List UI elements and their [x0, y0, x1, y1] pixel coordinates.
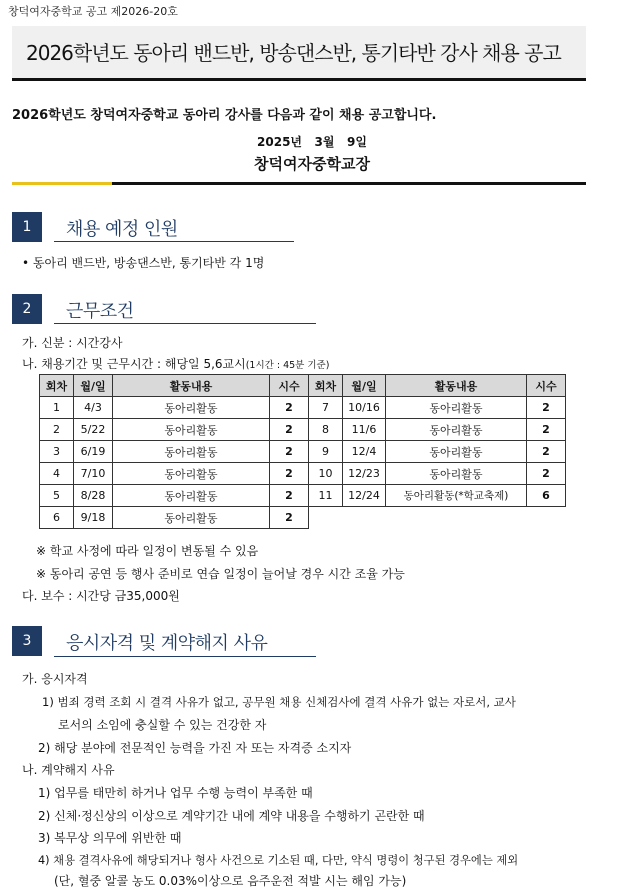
- schedule-table: [39, 374, 566, 529]
- cell-hours: 2: [527, 463, 566, 485]
- cell-session: 1: [40, 397, 74, 419]
- cell-session: 10: [309, 463, 343, 485]
- cell-hours: 2: [270, 507, 309, 529]
- s3-qual-head: 가. 응시자격: [22, 672, 88, 686]
- cell-hours: 2: [527, 441, 566, 463]
- section-title: 근무조건: [66, 301, 134, 322]
- cell-date: 5/22: [74, 419, 113, 441]
- cell-hours: 2: [270, 397, 309, 419]
- s2-pay: 다. 보수 : 시간당 금35,000원: [22, 589, 180, 603]
- section-number: 3: [12, 626, 42, 656]
- principal-name: 창덕여자중학교장: [254, 155, 370, 173]
- cell-session: 11: [309, 485, 343, 507]
- title-banner: [12, 26, 586, 81]
- table-row: [40, 463, 566, 485]
- cell-activity: 동아리활동: [386, 397, 527, 419]
- s1-bullet: • 동아리 밴드반, 방송댄스반, 통기타반 각 1명: [22, 256, 265, 270]
- col-header: 월/일: [343, 375, 386, 397]
- table-row: [40, 507, 566, 529]
- cell-hours: 2: [270, 419, 309, 441]
- section-underline: [54, 656, 316, 657]
- notice-date: 2025년 3월 9일: [257, 135, 367, 149]
- cell-session: 4: [40, 463, 74, 485]
- empty-cell: [309, 507, 566, 529]
- cell-date: 11/6: [343, 419, 386, 441]
- s2-period: [22, 355, 329, 372]
- s2-period-note: (1시간 : 45분 기준): [245, 360, 330, 371]
- cell-session: 7: [309, 397, 343, 419]
- cell-activity: 동아리활동: [113, 419, 270, 441]
- cell-activity: 동아리활동(*학교축제): [386, 485, 527, 507]
- cell-date: 9/18: [74, 507, 113, 529]
- cell-activity: 동아리활동: [386, 441, 527, 463]
- s3-qual-1a: 1) 범죄 경력 조회 시 결격 사유가 없고, 공무원 채용 신체검사에 결격 사유가 없는 자로서, 교사: [42, 695, 516, 709]
- cell-date: 4/3: [74, 397, 113, 419]
- accent-rule: [12, 182, 112, 185]
- col-header: 활동내용: [113, 375, 270, 397]
- cell-hours: 2: [527, 397, 566, 419]
- col-header: 활동내용: [386, 375, 527, 397]
- cell-session: 8: [309, 419, 343, 441]
- cell-hours: 2: [527, 419, 566, 441]
- section-title: 채용 예정 인원: [66, 219, 178, 240]
- cell-activity: 동아리활동: [386, 419, 527, 441]
- cell-date: 12/23: [343, 463, 386, 485]
- cell-activity: 동아리활동: [113, 463, 270, 485]
- s3-term-2: 2) 신체·정신상의 이상으로 계약기간 내에 계약 내용을 수행하기 곤란한 때: [38, 809, 425, 823]
- section-underline: [54, 241, 294, 242]
- s3-term-4a: 4) 채용 결격사유에 해당되거나 형사 사건으로 기소된 때, 다만, 약식 명령이 청구된 경우에는 제외: [38, 854, 519, 867]
- col-header: 월/일: [74, 375, 113, 397]
- cell-activity: 동아리활동: [113, 397, 270, 419]
- s2-note-2: ※ 동아리 공연 등 행사 준비로 연습 일정이 늘어날 경우 시간 조율 가능: [36, 567, 405, 581]
- col-header: 시수: [527, 375, 566, 397]
- cell-activity: 동아리활동: [113, 441, 270, 463]
- section-number: 2: [12, 294, 42, 324]
- cell-session: 6: [40, 507, 74, 529]
- section-underline: [54, 323, 316, 324]
- cell-hours: 2: [270, 463, 309, 485]
- col-header: 회차: [309, 375, 343, 397]
- notice-number: 창덕여자중학교 공고 제2026-20호: [8, 5, 178, 18]
- s3-term-head: 나. 계약해지 사유: [22, 763, 115, 777]
- table-row: [40, 441, 566, 463]
- cell-session: 9: [309, 441, 343, 463]
- cell-date: 12/24: [343, 485, 386, 507]
- cell-hours: 2: [270, 441, 309, 463]
- cell-activity: 동아리활동: [386, 463, 527, 485]
- cell-session: 5: [40, 485, 74, 507]
- col-header: 시수: [270, 375, 309, 397]
- table-row: [40, 419, 566, 441]
- cell-date: 10/16: [343, 397, 386, 419]
- s3-qual-2: 2) 해당 분야에 전문적인 능력을 가진 자 또는 자격증 소지자: [38, 741, 352, 755]
- section-title: 응시자격 및 계약해지 사유: [66, 633, 268, 654]
- cell-activity: 동아리활동: [113, 507, 270, 529]
- s2-status: 가. 신분 : 시간강사: [22, 336, 123, 350]
- section-number: 1: [12, 212, 42, 242]
- cell-hours: 6: [527, 485, 566, 507]
- table-header-row: [40, 375, 566, 397]
- cell-date: 7/10: [74, 463, 113, 485]
- cell-session: 2: [40, 419, 74, 441]
- cell-session: 3: [40, 441, 74, 463]
- cell-activity: 동아리활동: [113, 485, 270, 507]
- s3-term-4b: (단, 혈중 알콜 농도 0.03%이상으로 음주운전 적발 시는 해임 가능): [54, 874, 407, 888]
- s2-period-text: 나. 채용기간 및 근무시간 : 해당일 5,6교시: [22, 357, 246, 371]
- s3-qual-1b: 로서의 소임에 충실할 수 있는 건강한 자: [58, 718, 267, 732]
- page-title: 2026학년도 동아리 밴드반, 방송댄스반, 통기타반 강사 채용 공고: [26, 41, 561, 65]
- cell-date: 12/4: [343, 441, 386, 463]
- s2-note-1: ※ 학교 사정에 따라 일정이 변동될 수 있음: [36, 544, 259, 558]
- cell-date: 8/28: [74, 485, 113, 507]
- cell-hours: 2: [270, 485, 309, 507]
- table-row: [40, 485, 566, 507]
- cell-date: 6/19: [74, 441, 113, 463]
- s3-term-3: 3) 복무상 의무에 위반한 때: [38, 831, 182, 845]
- table-row: [40, 397, 566, 419]
- s3-term-1: 1) 업무를 태만히 하거나 업무 수행 능력이 부족한 때: [38, 786, 313, 800]
- col-header: 회차: [40, 375, 74, 397]
- divider-rule: [112, 182, 586, 185]
- intro-text: 2026학년도 창덕여자중학교 동아리 강사를 다음과 같이 채용 공고합니다.: [12, 108, 437, 123]
